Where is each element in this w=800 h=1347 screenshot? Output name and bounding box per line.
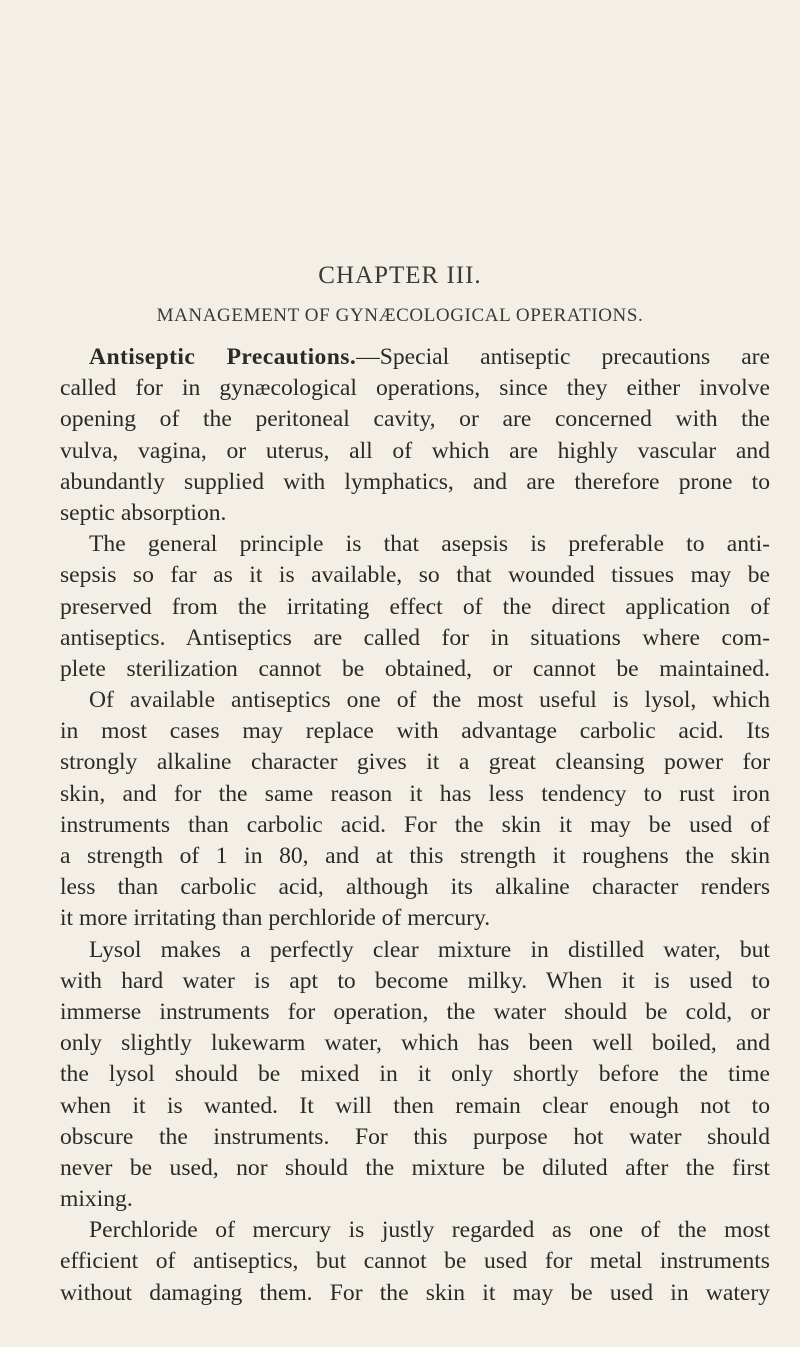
text-line: without damaging them. For the skin it may be used in watery <box>60 1279 770 1306</box>
section-heading-line <box>60 342 770 373</box>
section-heading: Antiseptic Precautions. <box>89 344 357 370</box>
text-line: instruments than carbolic acid. For the skin it may be used of <box>60 811 770 838</box>
text-line: Of available antiseptics one of the most useful is lysol, which <box>89 687 770 714</box>
text-line: a strength of 1 in 80, and at this strength it roughens the skin <box>60 843 770 869</box>
text-line: the lysol should be mixed in it only shortly before the time <box>60 1061 770 1088</box>
chapter-title: CHAPTER III. <box>318 262 482 289</box>
chapter-subtitle: MANAGEMENT OF GYNÆCOLOGICAL OPERATIONS. <box>156 305 644 326</box>
text-line: only slightly lukewarm water, which has been well boiled, and <box>60 1030 770 1057</box>
text-line: called for in gynæcological operations, since they either involve <box>60 375 770 402</box>
text-line: vulva, vagina, or uterus, all of which are highly vascular and <box>60 437 770 464</box>
text-line: when it is wanted. It will then remain clear enough not to <box>60 1092 770 1119</box>
text-line: plete sterilization cannot be obtained, or cannot be maintained. <box>60 655 770 682</box>
text-line: opening of the peritoneal cavity, or are concerned with the <box>60 406 770 433</box>
text-line: less than carbolic acid, although its alkaline character renders <box>60 874 770 901</box>
text-line: immerse instruments for operation, the water should be cold, or <box>60 998 770 1025</box>
text-line: obscure the instruments. For this purpose hot water should <box>60 1123 770 1150</box>
section-heading-rest: —Special antiseptic precautions are <box>356 344 771 370</box>
text-line: it more irritating than perchloride of mercury. <box>60 905 491 932</box>
text-line: efficient of antiseptics, but cannot be used for metal instruments <box>60 1248 770 1275</box>
text-line: abundantly supplied with lymphatics, and are therefore prone to <box>60 468 770 495</box>
text-line: preserved from the irritating effect of the direct application of <box>60 593 770 620</box>
text-line: sepsis so far as it is available, so that wounded tissues may be <box>60 562 770 589</box>
text-line: in most cases may replace with advantage carbolic acid. Its <box>60 718 770 745</box>
text-line: mixing. <box>60 1186 133 1213</box>
text-line: septic absorption. <box>60 499 227 526</box>
text-line: strongly alkaline character gives it a great cleansing power for <box>60 749 770 776</box>
text-line: antiseptics. Antiseptics are called for in situations where com- <box>60 624 770 651</box>
text-line: Perchloride of mercury is justly regarded as one of the most <box>89 1217 770 1244</box>
text-line: with hard water is apt to become milky. When it is used to <box>60 967 770 994</box>
text-line: The general principle is that asepsis is preferable to anti- <box>89 531 770 558</box>
text-line: never be used, nor should the mixture be diluted after the first <box>60 1154 770 1181</box>
text-line: Lysol makes a perfectly clear mixture in distilled water, but <box>89 936 770 963</box>
text-line: skin, and for the same reason it has less tendency to rust iron <box>60 780 770 807</box>
body-text <box>60 342 770 1309</box>
